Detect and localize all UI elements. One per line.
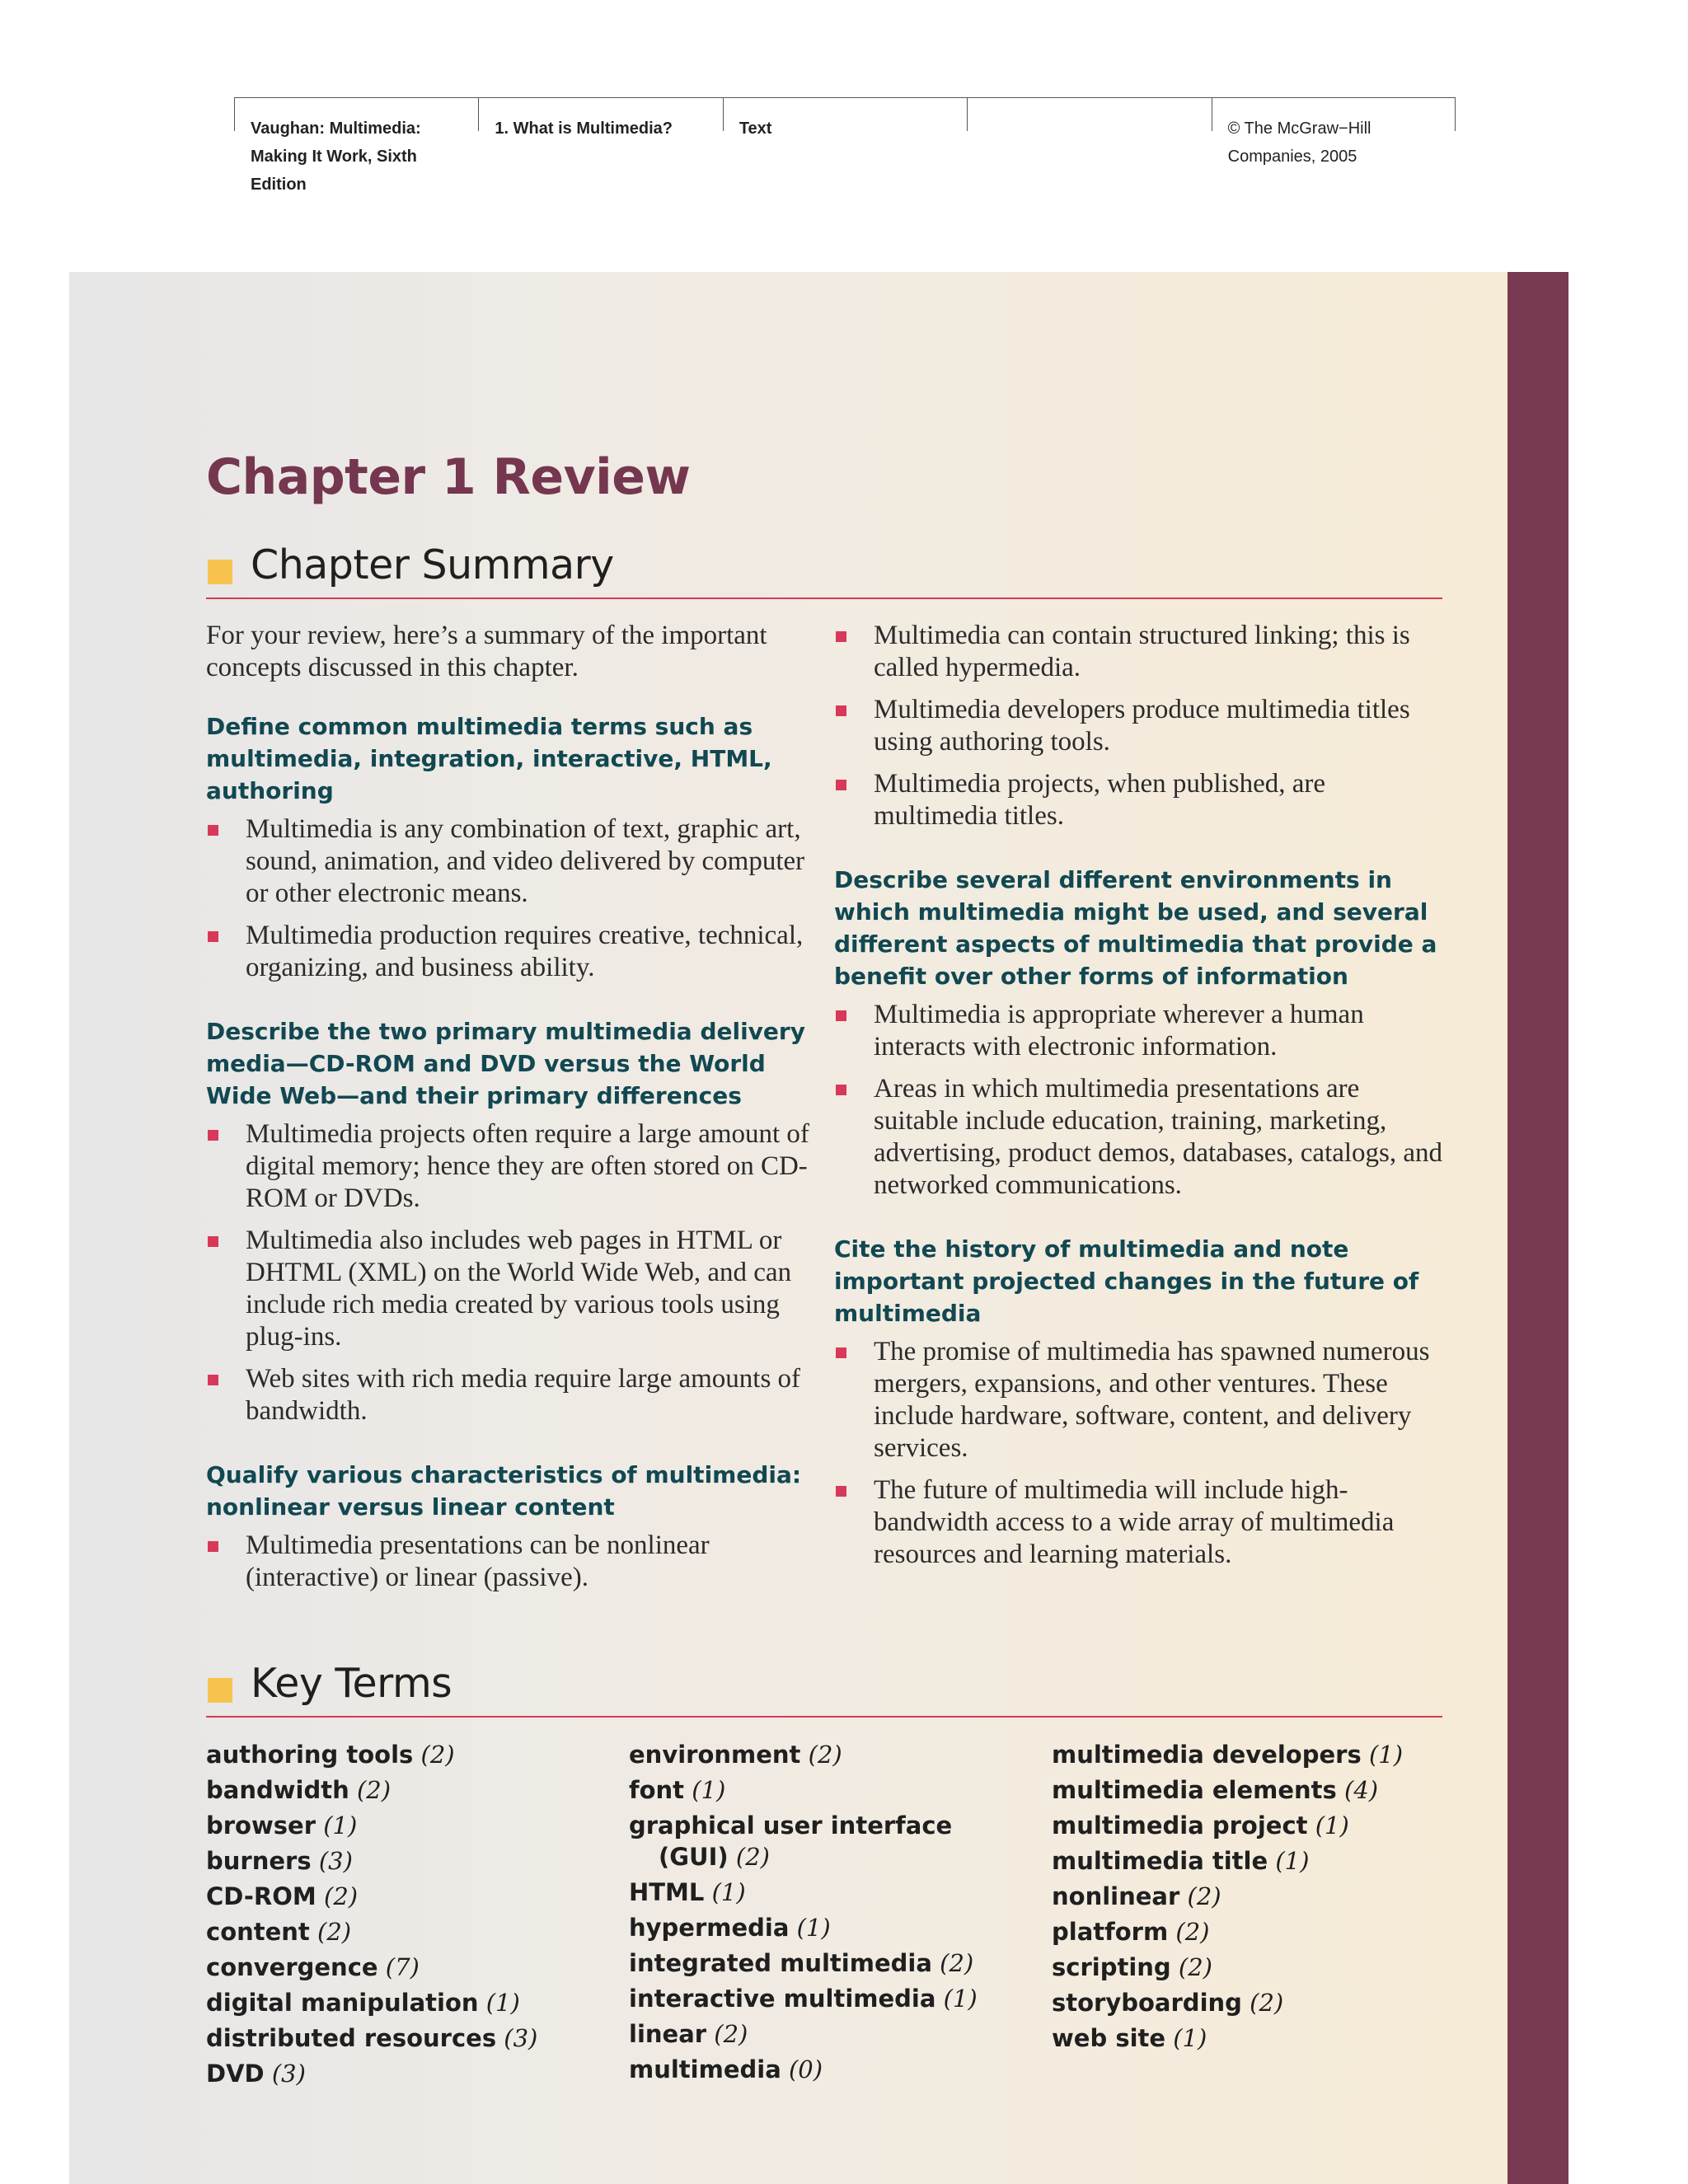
bullet-item: Multimedia projects often require a large amount of digital memory; hence they are often stored on CD-ROM or DVDs. [206, 1118, 816, 1215]
key-term [629, 1810, 972, 1872]
bullet-list [834, 1336, 1444, 1571]
term-name: authoring tools [206, 1741, 414, 1769]
bullet-item: Multimedia projects, when published, are multimedia titles. [834, 768, 1444, 832]
page-header [234, 97, 1456, 196]
bullet-item: Web sites with rich media require large amounts of bandwidth. [206, 1363, 816, 1427]
term-name: graphical user interface (GUI) [629, 1811, 953, 1871]
term-name: environment [629, 1741, 801, 1769]
term-name: linear [629, 2020, 707, 2048]
summary-intro: For your review, here’s a summary of the important concepts discussed in this chapter. [206, 621, 767, 682]
term-ref: (1) [485, 1989, 520, 2017]
term-ref: (2) [940, 1949, 974, 1977]
term-ref: (1) [1275, 1847, 1310, 1875]
term-name: burners [206, 1847, 312, 1875]
bullet-list [834, 620, 1444, 832]
bullet-item: Multimedia production requires creative, technical, organizing, and business ability. [206, 920, 816, 984]
chapter-summary-heading [206, 540, 1442, 599]
header-copyright: © The McGraw−Hill Companies, 2005 [1212, 97, 1456, 196]
key-term [206, 2021, 629, 2056]
key-term [206, 1844, 629, 1879]
term-ref: (1) [323, 1811, 358, 1840]
term-name: multimedia [629, 2055, 781, 2083]
key-term [1052, 1773, 1475, 1808]
bullet-item: Multimedia can contain structured linking; this is called hypermedia. [834, 620, 1444, 684]
term-ref: (1) [943, 1985, 978, 2013]
term-ref: (2) [714, 2020, 748, 2048]
term-name: scripting [1052, 1953, 1171, 1981]
key-term [629, 2017, 1052, 2052]
chapter-summary-title: Chapter Summary [251, 541, 614, 588]
term-name: interactive multimedia [629, 1985, 936, 2013]
bullet-item: Areas in which multimedia presentations are suitable include education, training, marketing, advertising, product demos, databases, catalogs, and networked communications. [834, 1073, 1444, 1202]
bullet-list [206, 1530, 816, 1594]
term-name: distributed resources [206, 2024, 497, 2052]
bullet-list [834, 999, 1444, 1202]
key-term [629, 1981, 1052, 2017]
chapter-title: Chapter 1 Review [206, 448, 691, 506]
bullet-item: Multimedia developers produce multimedia titles using authoring tools. [834, 694, 1444, 758]
term-ref: (3) [504, 2024, 538, 2052]
bullet-item: Multimedia also includes web pages in HTML or DHTML (XML) on the World Wide Web, and can include rich media created by various tools using plug-ins. [206, 1225, 816, 1353]
bullet-item: The promise of multimedia has spawned numerous mergers, expansions, and other ventures. These include hardware, software, content, and delivery services. [834, 1336, 1444, 1465]
term-name: hypermedia [629, 1914, 790, 1942]
term-ref: (2) [1175, 1918, 1210, 1946]
term-ref: (1) [711, 1878, 746, 1906]
term-name: platform [1052, 1918, 1169, 1946]
term-name: multimedia elements [1052, 1776, 1337, 1804]
key-term [1052, 1985, 1475, 2021]
key-term [629, 1737, 1052, 1773]
bullet-item: The future of multimedia will include high-bandwidth access to a wide array of multimedia resources and learning materials. [834, 1474, 1444, 1571]
term-ref: (2) [356, 1776, 392, 1804]
term-name: HTML [629, 1878, 705, 1906]
square-bullet-icon [208, 560, 232, 584]
term-name: web site [1052, 2024, 1166, 2052]
header-section: Text [723, 97, 967, 196]
side-accent-bar [1507, 272, 1568, 2184]
term-ref: (2) [1178, 1953, 1212, 1981]
objective-heading: Cite the history of multimedia and note important projected changes in the future of multimedia [834, 1235, 1419, 1327]
bullet-item: Multimedia is any combination of text, graphic art, sound, animation, and video delivered by computer or other electronic means. [206, 813, 816, 910]
key-term [1052, 1737, 1475, 1773]
key-term [206, 1773, 629, 1808]
key-term [1052, 1950, 1475, 1985]
term-ref: (1) [1368, 1741, 1404, 1769]
key-terms-column [629, 1737, 1052, 2092]
term-ref: (7) [385, 1953, 420, 1981]
objective-heading: Describe the two primary multimedia delivery media—CD-ROM and DVD versus the World Wide Web—and their primary differences [206, 1018, 805, 1109]
bullet-item: Multimedia presentations can be nonlinear (interactive) or linear (passive). [206, 1530, 816, 1594]
key-term [1052, 1879, 1475, 1915]
term-name: CD-ROM [206, 1882, 316, 1910]
term-ref: (4) [1344, 1776, 1379, 1804]
summary-right-column [834, 620, 1444, 1581]
key-term [206, 1808, 629, 1844]
key-terms-heading [206, 1658, 1442, 1718]
term-ref: (2) [317, 1918, 352, 1946]
term-ref: (2) [735, 1843, 770, 1871]
bullet-list [206, 813, 816, 984]
key-term [629, 1875, 1052, 1910]
key-terms-list [206, 1737, 1475, 2092]
term-name: storyboarding [1052, 1989, 1242, 2017]
term-name: browser [206, 1811, 316, 1840]
key-term [1052, 2021, 1475, 2056]
term-name: DVD [206, 2060, 265, 2088]
key-term [1052, 1844, 1475, 1879]
term-ref: (2) [324, 1882, 359, 1910]
objective-heading: Qualify various characteristics of multimedia: nonlinear versus linear content [206, 1461, 802, 1521]
header-blank [967, 97, 1211, 196]
key-terms-column [1052, 1737, 1475, 2092]
bullet-list [206, 1118, 816, 1427]
key-terms-title: Key Terms [251, 1660, 452, 1707]
key-term [206, 1915, 629, 1950]
term-name: bandwidth [206, 1776, 349, 1804]
key-term [629, 1773, 1052, 1808]
term-ref: (0) [788, 2055, 823, 2083]
key-term [206, 1737, 629, 1773]
term-ref: (3) [318, 1847, 353, 1875]
square-bullet-icon [208, 1678, 232, 1703]
term-ref: (2) [1187, 1882, 1221, 1910]
key-term [206, 1985, 629, 2021]
term-name: multimedia project [1052, 1811, 1308, 1840]
key-term [629, 1946, 1052, 1981]
term-name: content [206, 1918, 310, 1946]
objective-heading: Define common multimedia terms such as multimedia, integration, interactive, HTML, authoring [206, 713, 772, 804]
key-term [629, 2052, 1052, 2088]
term-ref: (2) [808, 1741, 842, 1769]
key-term [629, 1910, 1052, 1946]
header-chapter: 1. What is Multimedia? [478, 97, 722, 196]
key-term [1052, 1808, 1475, 1844]
term-name: convergence [206, 1953, 378, 1981]
term-ref: (2) [420, 1741, 455, 1769]
term-name: multimedia title [1052, 1847, 1268, 1875]
term-name: multimedia developers [1052, 1741, 1362, 1769]
header-book: Vaughan: Multimedia: Making It Work, Sixth Edition [234, 97, 478, 196]
term-ref: (3) [271, 2060, 306, 2088]
bullet-item: Multimedia is appropriate wherever a human interacts with electronic information. [834, 999, 1444, 1063]
term-name: font [629, 1776, 685, 1804]
term-ref: (1) [1173, 2024, 1207, 2052]
term-name: nonlinear [1052, 1882, 1180, 1910]
key-term [206, 1950, 629, 1985]
key-term [1052, 1915, 1475, 1950]
summary-left-column [206, 620, 816, 1604]
term-name: digital manipulation [206, 1989, 479, 2017]
objective-heading: Describe several different environments in which multimedia might be used, and several different aspects of multimedia that provide a benefit over other forms of information [834, 866, 1437, 990]
term-ref: (1) [1315, 1811, 1349, 1840]
term-ref: (1) [796, 1914, 831, 1942]
key-term [206, 2056, 629, 2092]
key-terms-column [206, 1737, 629, 2092]
term-ref: (1) [692, 1776, 726, 1804]
term-name: integrated multimedia [629, 1949, 932, 1977]
key-term [206, 1879, 629, 1915]
term-ref: (2) [1250, 1989, 1284, 2017]
